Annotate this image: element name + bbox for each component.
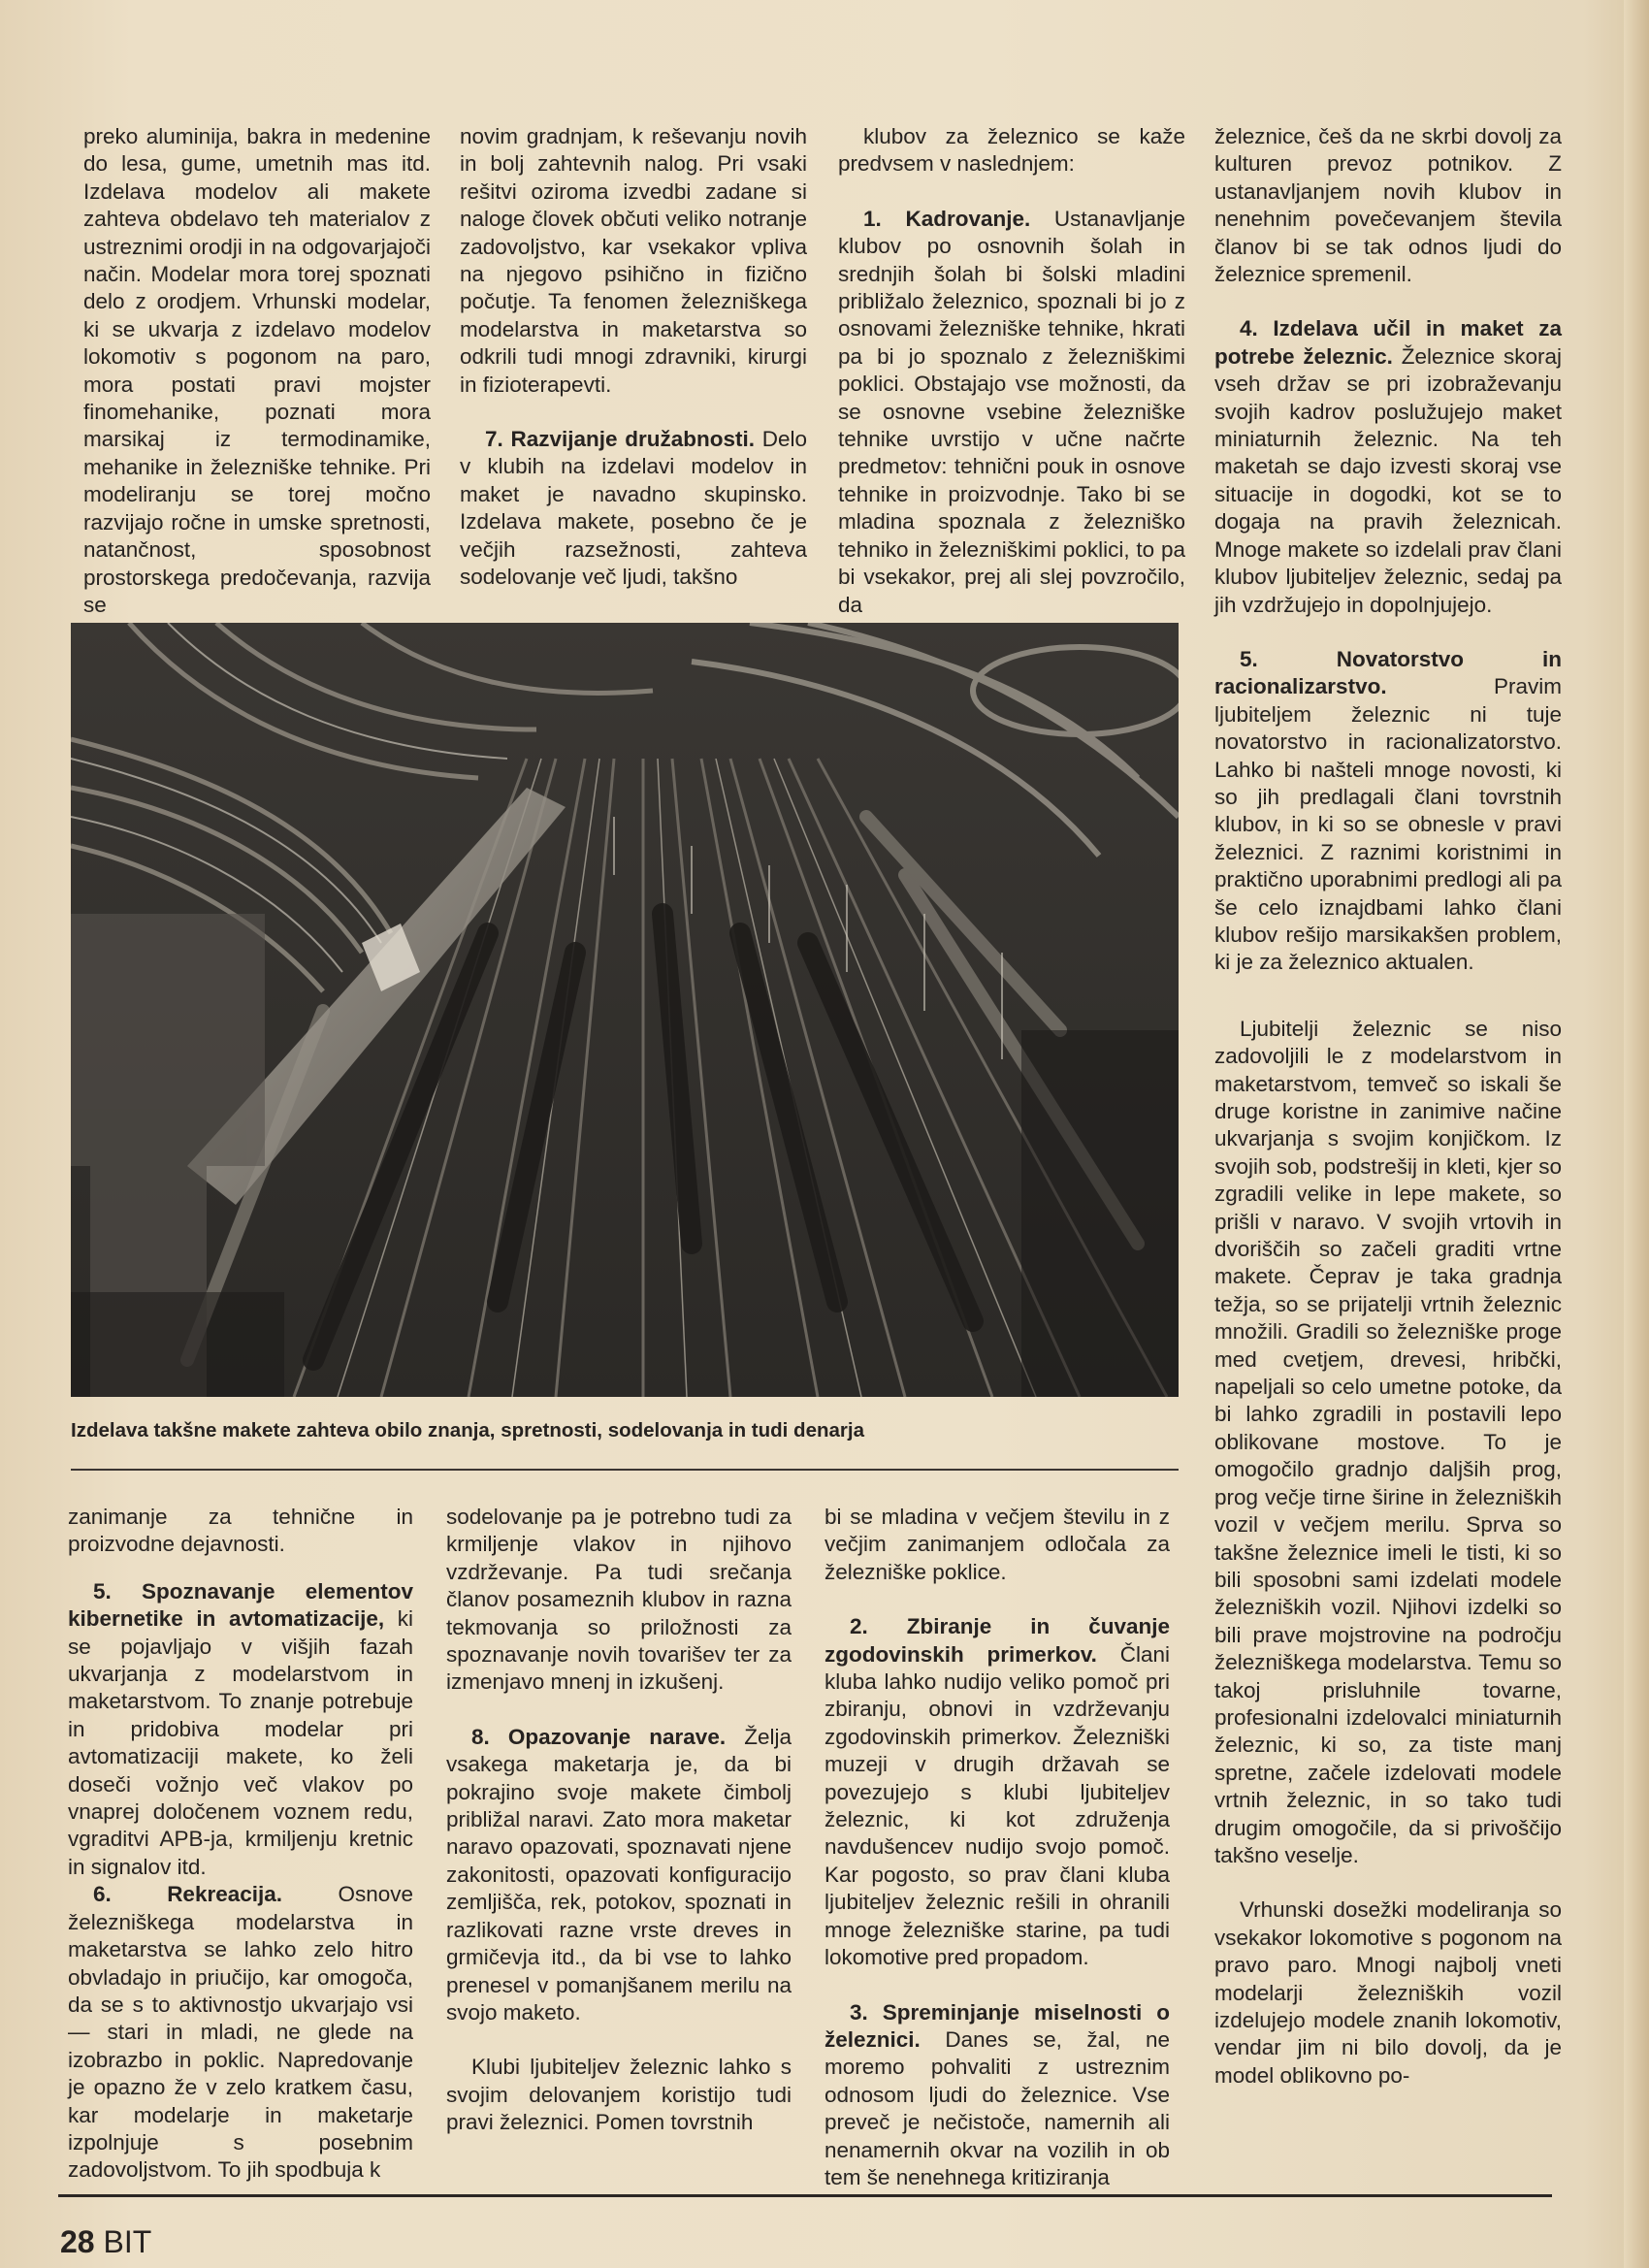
section-heading: 6. Rekreacija. — [93, 1882, 283, 1907]
section-heading: 8. Opazovanje narave. — [471, 1724, 727, 1749]
photo-caption: Izdelava takšne makete zahteva obilo znanja, spretnosti, sodelovanja in tudi denarja — [71, 1419, 864, 1442]
section-heading: 7. Razvijanje družabnosti. — [485, 427, 755, 452]
paragraph-text: Želja vsakega maketarja je, da bi pokrajino svoje makete čimbolj približal naravi. Zato mora maketar naravo opazovati, spoznavati njene zakonitosti, opazovati konfiguracijo zemljišča, rek, potokov, spoznati in razlikovati razne vrste dreves in grmičevja itd., da bi vse to lahko prenesel v pomanjšanem merilu na svojo maketo. — [446, 1724, 792, 2025]
paragraph: Vrhunski dosežki modeliranja so vsekakor lokomotive s pogonom na pravo paro. Mnogi najbolj vneti modelarji železniških vozil izdelujejo modele znanih lokomotiv, vendar jim ni bilo dovolj, da je model oblikovno po- — [1214, 1897, 1562, 2088]
paragraph: klubov za železnico se kaže predvsem v naslednjem: — [838, 124, 1185, 177]
paragraph-text: Pravim ljubiteljem železnic ni tuje novatorstvo in racionalizatorstvo. Lahko bi našteli mnoge novosti, ki so jih predlagali člani tovrstnih klubov, in ki so se obnesle v pravi železnici. Z raznimi koristnimi in praktično uporabnimi predlogi ali pa še celo iznajdbami lahko člani klubov rešijo marsikakšen problem, ki je za železnico aktualen. — [1214, 674, 1562, 975]
paragraph — [838, 206, 1185, 619]
paragraph: železnice, češ da ne skrbi dovolj za kulturen prevoz potnikov. Z ustanavljanjem novih klubov in nenehnim povečevanjem števila članov bi se tak odnos ljudi do železnice spremenil. — [1214, 124, 1562, 287]
paragraph: bi se mladina v večjem številu in z večjim zanimanjem odločala za železniške poklice. — [824, 1505, 1170, 1584]
paragraph-text: ki se pojavljajo v višjih fazah ukvarjanja z modelarstvom in maketarstvom. To znanje potrebuje in pridobiva modelar pri avtomatizaciji makete, ko želi doseči vožnjo več vlakov po vnaprej določenem voznem redu, vgraditvi APB-ja, krmiljenju kretnic in signalov itd. — [68, 1606, 413, 1879]
model-railway-photo — [71, 623, 1179, 1397]
bottom-column-1 — [68, 1504, 413, 2185]
paragraph — [1214, 315, 1562, 618]
page-number: 28 — [60, 2224, 95, 2259]
paragraph-text: Ustanavljanje klubov po osnovnih šolah in srednjih šolah bi šolski mladini približalo železnico, spoznali bi jo z osnovami železniške tehnike, hkrati pa bi jo spoznalo z železniškimi poklici. Obstajajo vse možnosti, da se osnovne vsebine železniške tehnike uvrstijo v učne načrte predmetov: tehnični pouk in osnove tehnike in proizvodnje. Tako bi se mladina spoznala z železniško tehniko in železniškimi poklici, to pa bi vsekakor, prej ali slej povzročilo, da — [838, 206, 1186, 617]
paragraph-text: Osnove železniškega modelarstva in maketarstva se lahko zelo hitro obvladajo in priučijo, kar omogoča, da se s to aktivnostjo ukvarjajo vsi — stari in mladi, ne glede na izobrazbo in poklic. Napredovanje je opazno že v zelo kratkem času, kar modelarje in maketarje izpolnjuje s posebnim zadovoljstvom. To jih spodbuja k — [68, 1882, 413, 2183]
paragraph: Ljubitelji železnic se niso zadovoljili le z modelarstvom in maketarstvom, temveč so iskali še druge koristne in zanimive načine ukvarjanja s svojim konjičkom. Iz svojih sob, podstrešij in kleti, kjer so zgradili velike in lepe makete, so prišli v naravo. V svojih vrtovih in dvoriščih so začeli graditi vrtne makete. Čeprav je taka gradnja težja, so se prijatelji vrtnih železnic množili. Gradili so železniške proge med cvetjem, drevesi, hribčki, napeljali so celo umetne potoke, da bi lahko zgradili in postavili lepo oblikovane mostove. To je omogočilo gradnjo daljših prog, prog večje tirne širine in železniških vozil v večjem merilu. Sprva so takšne železnice imeli le tisti, ki so bili sposobni sami izdelati modele železniških vozil. Njihovi izdelki so bili prave mojstrovine na področju železniškega modelarstva. Temu so takoj prisluhnile tovarne, profesionalni izdelovalci miniaturnih železnic, ki so, za tiste manj spretne, začele izdelovati modele vrtnih železnic, in so tako tudi drugim omogočile, da si privoščijo takšno veselje. — [1214, 1016, 1562, 1867]
paragraph — [1214, 646, 1562, 977]
paragraph-text: Železnice skoraj vseh držav se pri izobraževanju svojih kadrov poslužujejo maket miniaturnih železnic. Na teh maketah se dajo izvesti skoraj vse situacije in dogodki, kot se to dogaja na pravih železnicah. Mnoge makete so izdelali prav člani klubov ljubiteljev železnic, sedaj pa jih vzdržujejo in dopolnjujejo. — [1214, 343, 1562, 617]
paragraph-text: Delo v klubih na izdelavi modelov in maket je navadno skupinsko. Izdelava makete, posebno če je večjih razsežnosti, zahteva sodelovanje več ljudi, takšno — [460, 427, 807, 590]
paragraph: zanimanje za tehnične in proizvodne dejavnosti. — [68, 1505, 413, 1557]
section-heading: 4. Izdelava učil in maket za potrebe železnic. — [1214, 316, 1562, 369]
magazine-name: BIT — [103, 2224, 152, 2259]
section-heading: 1. Kadrovanje. — [863, 206, 1031, 231]
paragraph — [68, 1578, 413, 1881]
paragraph — [68, 1881, 413, 2184]
paragraph — [446, 1724, 792, 2026]
top-column-3 — [838, 123, 1185, 619]
paragraph: Klubi ljubiteljev železnic lahko s svojim delovanjem koristijo tudi pravi železnici. Pomen tovrstnih — [446, 2055, 792, 2135]
right-column — [1214, 123, 1562, 2090]
top-column-1 — [83, 123, 431, 619]
paragraph — [824, 1613, 1170, 1971]
section-heading: 5. Novatorstvo in racionalizarstvo. — [1214, 646, 1562, 699]
paragraph — [460, 426, 807, 591]
paragraph: sodelovanje pa je potrebno tudi za krmiljenje vlakov in njihovo vzdrževanje. Pa tudi srečanja članov posameznih klubov in razna tekmovanja so priložnosti za spoznavanje novih tovarišev ter za izmenjavo mnenj in izkušenj. — [446, 1505, 792, 1695]
page-edge — [1624, 0, 1649, 2268]
paragraph: preko aluminija, bakra in medenine do lesa, gume, umetnih mas itd. Izdelava modelov ali makete zahteva obdelavo teh materialov z ustreznimi orodji in na odgovarjajoči način. Modelar mora torej spoznati delo z orodjem. Vrhunski modelar, ki se ukvarja z izdelavo modelov lokomotiv s pogonom na paro, mora postati pravi mojster finomehanike, poznati mora marsikaj iz termodinamike, mehanike in železniške tehnike. Pri modeliranju se torej močno razvijajo ročne in umske spretnosti, natančnost, sposobnost prostorskega predočevanja, razvija se — [83, 124, 431, 617]
footer-rule — [58, 2194, 1552, 2197]
section-heading: 2. Zbiranje in čuvanje zgodovinskih primerkov. — [824, 1614, 1170, 1667]
caption-divider — [71, 1469, 1179, 1471]
section-heading: 3. Spreminjanje miselnosti o železnici. — [824, 1999, 1170, 2052]
bottom-column-2 — [446, 1504, 792, 2137]
section-heading: 5. Spoznavanje elementov kibernetike in avtomatizacije, — [68, 1578, 413, 1632]
paragraph: novim gradnjam, k reševanju novih in bolj zahtevnih nalog. Pri vsaki rešitvi oziroma izvedbi zadane si naloge človek občuti veliko notranje zadovoljstvo, kar vsekakor vpliva na njegovo psihično in fizično počutje. Ta fenomen železniškega modelarstva in maketarstva so odkrili tudi mnogi zdravniki, kirurgi in fizioterapevti. — [460, 124, 807, 397]
paragraph-text: Člani kluba lahko nudijo veliko pomoč pri zbiranju, obnovi in vzdrževanju zgodovinskih primerkov. Železniški muzeji v drugih državah se povezujejo s klubi ljubiteljev železnic, ki kot združenja navdušencev nudijo svojo pomoč. Kar pogosto, so prav člani kluba ljubiteljev železnic rešili in ohranili mnoge železniške starine, pa tudi lokomotive pred propadom. — [824, 1641, 1171, 1970]
top-column-2 — [460, 123, 807, 592]
paragraph — [824, 1999, 1170, 2192]
paragraph-text: Danes se, žal, ne moremo pohvaliti z ustreznim odnosom ljudi do železnice. Vse preveč je nečistoče, namernih ali nenamernih okvar na vozilih in ob tem še nenehnega kritiziranja — [824, 2026, 1170, 2189]
page-footer — [60, 2225, 151, 2258]
bottom-column-3 — [824, 1504, 1170, 2191]
